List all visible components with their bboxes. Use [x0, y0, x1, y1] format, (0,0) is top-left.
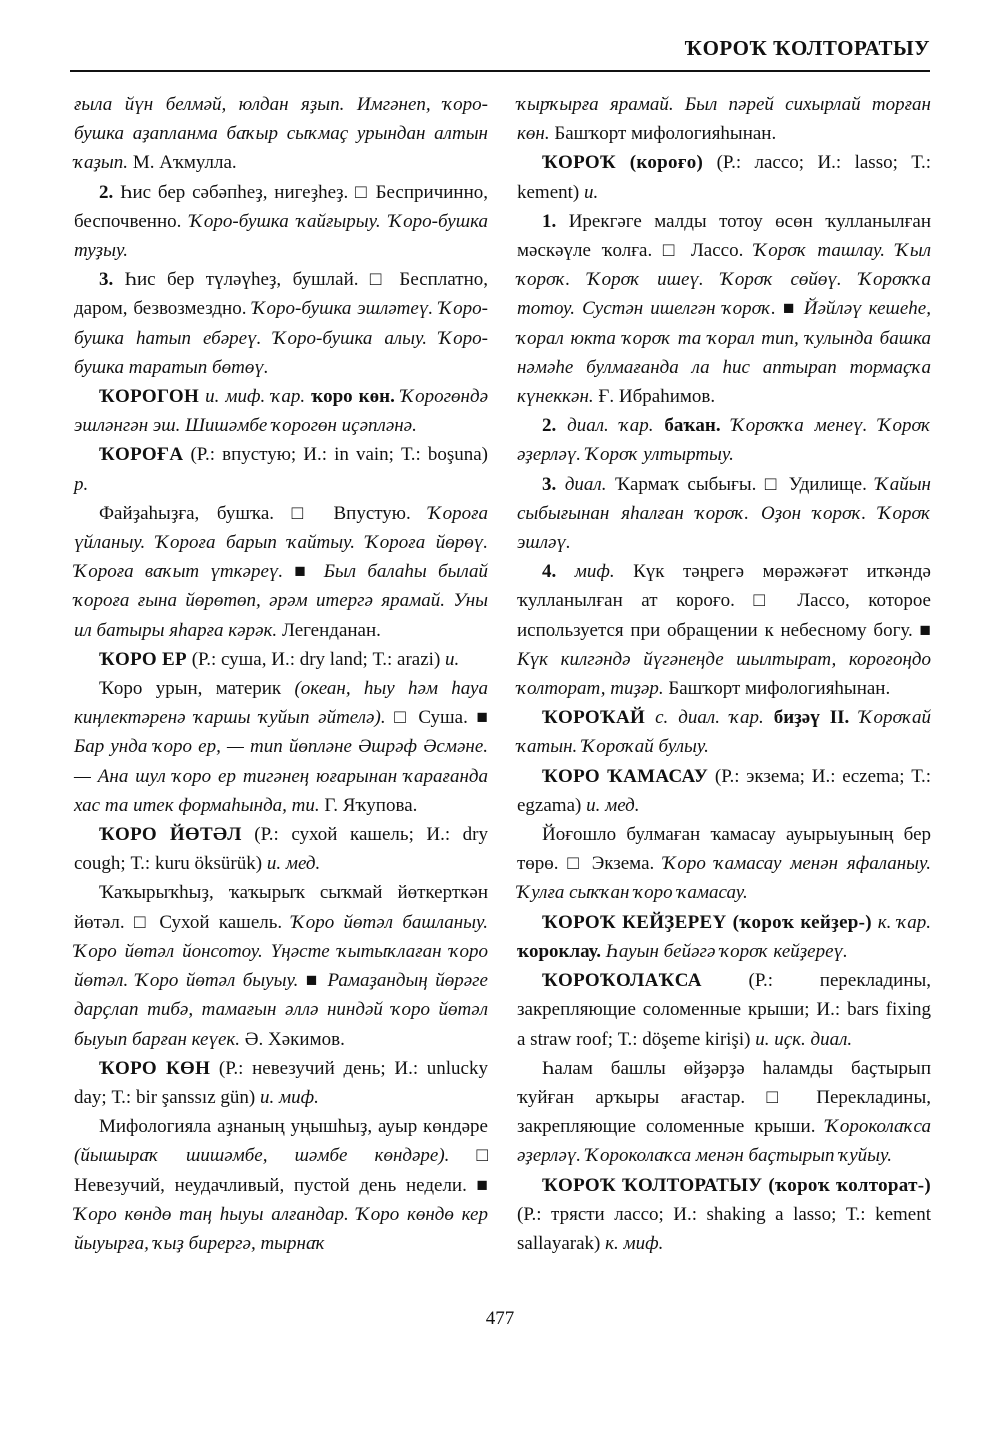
headword: ҠОРО ҠАМАСАУ — [542, 765, 709, 787]
entry-text: 2. — [99, 181, 114, 203]
entry-text: биҙәү II. — [773, 707, 850, 729]
entry-paragraph — [74, 178, 488, 266]
entry-text: Башҡорт мифологияһынан. — [549, 123, 777, 145]
entry-paragraph — [74, 878, 488, 1053]
entry-paragraph — [74, 1054, 488, 1112]
entry-text: 3. — [542, 473, 557, 495]
entry-text: Ҡороҡ ташлау. Ҡыл ҡороҡ. Ҡороҡ ишеү. Ҡороҡ сөйөү. Ҡороҡҡа тотоу. Сустән ишелгән ҡороҡ. ■ Йәйләү кешеһе, ҡорал юкта ҡороҡ та ҡорал тип, ҡулында башка нәмәһе булмағанда ла һис аптырап тормаҫҡа күнеккән. — [517, 240, 932, 408]
entry-text: Ҡоро-бушка ҡайғырыу. Ҡоро-бушка туҙыу. — [74, 210, 488, 262]
entry-paragraph — [517, 411, 931, 469]
headword: ҠОРОҠАЙ — [542, 707, 646, 729]
entry-text: и. миф. — [259, 1086, 319, 1108]
entry-text: (Р.: трясти лассо; И.: shaking a lasso; Т.: kement sallayarak) — [517, 1203, 931, 1254]
entry-text: Һис бер түләүһеҙ, бушлай. □ Бесплатно, даром, безвозмездно. — [74, 269, 488, 320]
entry-paragraph — [517, 762, 931, 820]
entry-text: 3. — [99, 269, 114, 291]
entry-text: ҡороклау. — [517, 940, 602, 962]
entry-text: Ҡаҡырыҡһыҙ, ҡаҡырыҡ сыҡмай йөткерткән йөтәл. □ Сухой кашель. — [74, 882, 488, 933]
entry-paragraph — [517, 1054, 931, 1171]
entry-paragraph — [517, 966, 931, 1054]
entry-text: Һауын бейәгә ҡороҡ кейҙереү. — [601, 940, 848, 962]
entry-text: ҡырҡырға ярамай. Был пәрей сихырлай торған көн. — [517, 94, 931, 145]
entry-text: диал. — [556, 473, 607, 495]
entry-text: Мифологияла аҙнаның уңышһыҙ, ауыр көндәре — [99, 1116, 488, 1138]
entry-text: и. миф. ҡар. — [199, 386, 312, 408]
entry-text: Ҡайын сыбығынан яһалған ҡороҡ. Оҙон ҡороҡ. Ҡороҡ эшләү. — [517, 473, 931, 554]
entry-text: Ҡороҡҡа менеү. Ҡороҡ әҙерләү. Ҡороҡ ултыртыу. — [517, 415, 931, 466]
entry-text: ■ Күк килгәндә йүгәнеңде шылтырат, короғоңдо ҡолторат, тиҙәр. — [517, 619, 931, 700]
entry-text: Ғ. Ибраһимов. — [593, 386, 716, 408]
right-column — [517, 90, 931, 1258]
entry-paragraph — [74, 382, 488, 440]
entry-text: Күк тәңрегә мөрәжәғәт иткәндә ҡулланылған ат короғо. □ Лассо, которое используется при обращении к небесному богу. — [517, 561, 931, 641]
entry-text: ҡоро көн. — [311, 386, 395, 408]
entry-text: Һис бер сәбәпһеҙ, нигеҙһеҙ. □ Беспричинно, беспочвенно. — [74, 181, 488, 232]
entry-text: (Р.: суша, И.: dry land; Т.: arazi) — [186, 648, 446, 670]
entry-text: ■ Ҡоро көндө таң һыуы алғандар. Ҡоро көндө кер йыуырға, ҡыҙ бирергә, тырнаҡ — [74, 1174, 488, 1254]
entry-text: к. миф. — [605, 1232, 664, 1254]
headword: ҠОРОҠОЛАҠСА — [542, 970, 702, 992]
entry-text: Г. Яҡупова. — [319, 794, 418, 816]
entry-text: 2. — [542, 415, 557, 437]
entry-text: баҡан. — [664, 415, 721, 437]
entry-text: ■ Бар унда ҡоро ер, — тип йөпләне Әшрәф Әсмәне. — Ана шул ҡоро ер тигәнең юғарынан ҡарағанда хас та итек формаһында, ти. — [74, 707, 488, 816]
entry-text: и. мед. — [266, 853, 321, 875]
entry-paragraph — [517, 557, 931, 703]
entry-text: Легенданан. — [277, 619, 381, 641]
entry-paragraph — [74, 1112, 488, 1258]
headword: ҠОРОГОН — [99, 386, 200, 408]
entry-text: и. мед. — [586, 794, 640, 816]
entry-text: М. Аҡмулла. — [128, 152, 237, 174]
left-column — [74, 90, 488, 1258]
entry-text: Ирекгәге малды тотоу өсөн ҡулланылған мәскәүле ҡолға. □ Лассо. — [517, 210, 931, 262]
headword: ҠОРОҠ КЕЙҘЕРЕҮ (ҡороҡ кейҙер-) — [542, 911, 872, 933]
entry-paragraph — [517, 703, 931, 761]
entry-text: Ә. Хәкимов. — [240, 1028, 345, 1050]
headword: ҠОРО ЙӨТӘЛ — [99, 824, 242, 846]
entry-paragraph — [517, 470, 931, 558]
entry-text: □ Невезучий, неудачливый, пустой день недели. — [74, 1145, 488, 1196]
entry-paragraph — [74, 674, 488, 820]
entry-text: (Р.: экзема; И.: eczema; Т.: egzama) — [517, 765, 932, 816]
entry-text: (океан, һыу һәм һауа киңлектәренә ҡаршы ҡуйып әйтелә). — [74, 678, 488, 729]
entry-text: Йоғошло булмаған ҡамасау ауырыуының бер төрө. □ Экзема. — [517, 824, 931, 875]
entry-text: и. иҫк. диал. — [755, 1028, 853, 1050]
entry-text: Ҡоро урын, материк — [99, 678, 295, 700]
entry-paragraph — [517, 207, 931, 411]
entry-text: Ҡоро ҡамасау менән яфаланыу. Ҡулға сыҡҡан ҡоро ҡамасау. — [517, 853, 931, 904]
entry-text: Ҡорогөндә эшләнгән эш. Шишәмбе ҡорогөн иҫәпләнә. — [74, 386, 489, 437]
entry-text: (Р.: перекладины, закрепляющие соломенные крыши; И.: bars fixing a straw roof; Т.: döşeme kirişi) — [517, 970, 931, 1050]
entry-text: Һалам башлы өйҙәрҙә һаламды баҫтырып ҡуйған арҡыры ағастар. □ Перекладины, закрепляющие соломенные крыши. — [517, 1057, 931, 1138]
headword: ҠОРО КӨН — [99, 1057, 211, 1079]
entry-text: миф. — [556, 561, 615, 583]
entry-paragraph — [517, 1171, 931, 1259]
entry-text: Ҡармаҡ сыбығы. □ Удилище. — [606, 473, 876, 495]
entry-text: и. — [445, 648, 460, 670]
entry-text: □ Суша. — [385, 707, 477, 729]
headword: ҠОРО ЕР — [99, 648, 187, 670]
page-number: 477 — [485, 1308, 515, 1329]
entry-text: Ҡороҡай ҡатын. Ҡороҡай булыу. — [517, 707, 931, 758]
entry-paragraph — [74, 645, 488, 674]
entry-text: Ҡоро-бушка эшләтеү. Ҡоро-бушка һатып ебәреү. Ҡоро-бушка алыу. Ҡоро-бушка таратып бөтөү. — [74, 298, 488, 378]
entry-paragraph — [517, 90, 931, 148]
entry-text: к. ҡар. — [871, 911, 931, 933]
entry-text: (Р.: лассо; И.: lasso; Т.: kement) — [517, 152, 931, 203]
entry-text: 1. — [542, 210, 557, 232]
headword: ҠОРОҠ ҠОЛТОРАТЫУ (ҡороҡ ҡолторат-) — [542, 1174, 931, 1196]
entry-text: и. — [584, 181, 599, 203]
entry-text: (Р.: впустую; И.: in vain; Т.: boşuna) — [183, 444, 488, 466]
entry-text: 4. — [542, 561, 557, 583]
headword: ҠОРОҒА — [99, 444, 184, 466]
entry-text: р. — [74, 473, 89, 495]
entry-text: Башҡорт мифологияһынан. — [663, 678, 891, 700]
entry-paragraph — [74, 820, 488, 878]
entry-paragraph — [74, 265, 488, 382]
entry-paragraph — [74, 440, 488, 498]
entry-paragraph — [74, 499, 488, 645]
entry-text: ғыла йүн белмәй, юлдан яҙып. Имгәнеп, ҡоро-бушка аҙапланма баҡыр сыҡмаҫ урындан алтын ҡаҙып. — [74, 94, 488, 174]
entry-text: (Р.: невезучий день; И.: unlucky day; Т.: bir şanssız gün) — [74, 1057, 488, 1108]
entry-text: диал. ҡар. — [556, 415, 665, 437]
entry-text: Ҡоро йөтәл башланыу. Ҡоро йөтәл йонсотоу. Үңәсте ҡытыҡлаған ҡоро йөтәл. Ҡоро йөтәл быуыу. ■ Рамаҙандың йөрәге дарҫлап тибә, тамағын әллә ниндәй ҡоро йөтәл быуып барған кеүек. — [74, 911, 489, 1050]
entry-text: Ҡороколаҡса әҙерләү. Ҡороколаҡса менән баҫтырып ҡуйыу. — [517, 1116, 931, 1167]
entry-text: (йышыраҡ шишәмбе, шәмбе көндәре). — [74, 1145, 450, 1167]
entry-text: Файҙаһыҙға, бушҡа. □ Впустую. — [99, 502, 429, 524]
headword: ҠОРОҠ (короғо) — [542, 152, 704, 174]
running-head: ҠОРОҠ ҠОЛТОРАТЫУ — [70, 36, 930, 72]
entry-paragraph — [517, 148, 931, 206]
entry-paragraph — [517, 908, 931, 966]
entry-paragraph — [74, 90, 488, 178]
entry-text: (Р.: сухой кашель; И.: dry cough; Т.: kuru öksürük) — [74, 824, 488, 875]
entry-text: Ҡороға үйланыу. Ҡороға барып ҡайтыу. Ҡороға йөрөү. Ҡороға ваҡыт үткәреү. ■ Был балаһы былай ҡороға ғына йөрөтөп, әрәм итергә ярамай. Уны ил батыры яһарға кәрәк. — [74, 502, 488, 641]
entry-text: с. диал. ҡар. — [645, 707, 774, 729]
entry-paragraph — [517, 820, 931, 908]
